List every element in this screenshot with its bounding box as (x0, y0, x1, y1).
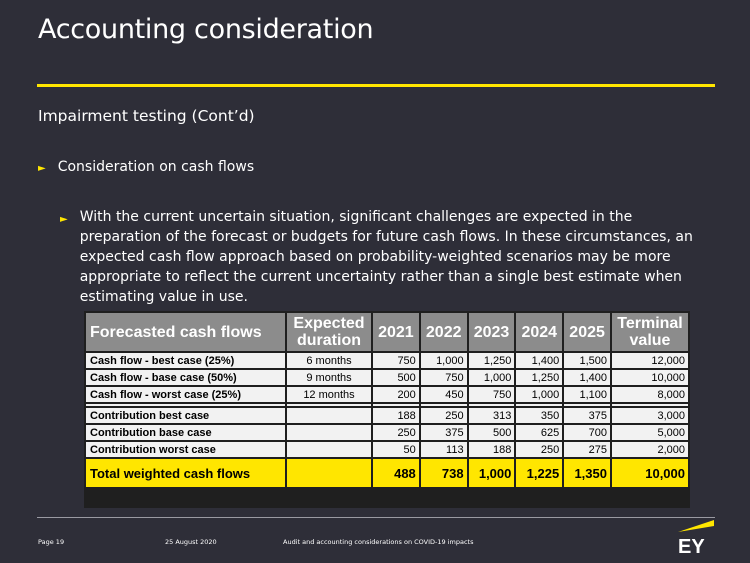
table-cell: 488 (373, 459, 419, 487)
table-cell: 50 (373, 442, 419, 457)
table-cell: Total weighted cash flows (86, 459, 285, 487)
table-spacer-row (86, 404, 688, 406)
table-cell: 9 months (287, 370, 371, 385)
table-cell: 700 (564, 425, 610, 440)
slide-subtitle: Impairment testing (Cont’d) (38, 107, 255, 125)
table-total-row (86, 459, 688, 487)
table-cell (287, 459, 371, 487)
table-header-row (86, 313, 688, 351)
table-cell: 500 (373, 370, 419, 385)
table-cell: 750 (469, 387, 515, 402)
table-cell: 1,000 (516, 387, 562, 402)
table-cell: 1,250 (516, 370, 562, 385)
table-cell: Cash flow - base case (50%) (86, 370, 285, 385)
table-cell: 500 (469, 425, 515, 440)
table-cell: 6 months (287, 353, 371, 368)
table-row (86, 353, 688, 368)
bullet-level-2-text: With the current uncertain situation, significant challenges are expected in the preparation of the forecast or budgets for future cash flows. In these circumstances, an expected cash flow approach based on probability-weighted scenarios may be more appropriate to reflect the current uncertainty rather than a single best estimate when estimating value in use. (79, 209, 693, 305)
table-cell: 188 (373, 408, 419, 423)
bullet-level-1-text: Consideration on cash flows (57, 159, 255, 175)
bullet-arrow-icon: ► (38, 163, 46, 174)
header-cell: 2022 (421, 313, 467, 351)
table-cell: 375 (564, 408, 610, 423)
slide-title: Accounting consideration (38, 14, 374, 45)
table-cell (287, 425, 371, 440)
table-cell: 1,400 (564, 370, 610, 385)
table-cell: 200 (373, 387, 419, 402)
table-cell: 188 (469, 442, 515, 457)
table-row (86, 408, 688, 423)
table-row (86, 425, 688, 440)
table-cell: Contribution best case (86, 408, 285, 423)
table-cell: 1,000 (469, 370, 515, 385)
header-cell: 2024 (516, 313, 562, 351)
table-cell: 250 (421, 408, 467, 423)
cash-flow-table (84, 311, 690, 508)
table-cell: 738 (421, 459, 467, 487)
footer-page-number: Page 19 (38, 538, 65, 546)
table-cell: 250 (516, 442, 562, 457)
table-row (86, 387, 688, 402)
table-cell: 250 (373, 425, 419, 440)
table-cell: Cash flow - worst case (25%) (86, 387, 285, 402)
table-cell: 1,225 (516, 459, 562, 487)
bullet-level-2 (60, 207, 720, 307)
table-cell: 750 (421, 370, 467, 385)
header-cell: Expected duration (287, 313, 371, 351)
table-cell: 10,000 (612, 459, 688, 487)
table-cell: Cash flow - best case (25%) (86, 353, 285, 368)
ey-logo (678, 518, 714, 556)
footer-date: 25 August 2020 (165, 538, 217, 546)
header-cell: 2023 (469, 313, 515, 351)
footer-topic: Audit and accounting considerations on COVID-19 impacts (283, 538, 474, 546)
header-cell: 2021 (373, 313, 419, 351)
ey-logo-text: EY (678, 536, 705, 556)
header-cell: 2025 (564, 313, 610, 351)
table-cell: 3,000 (612, 408, 688, 423)
header-cell: Forecasted cash flows (86, 313, 285, 351)
title-divider (37, 84, 715, 87)
table-cell: 5,000 (612, 425, 688, 440)
table-cell: 1,350 (564, 459, 610, 487)
table-cell: 1,000 (469, 459, 515, 487)
table-cell: Contribution worst case (86, 442, 285, 457)
table-cell: 625 (516, 425, 562, 440)
table-row (86, 442, 688, 457)
table-cell: 10,000 (612, 370, 688, 385)
table-cell: 1,500 (564, 353, 610, 368)
table-cell: 275 (564, 442, 610, 457)
table-cell (287, 408, 371, 423)
table-row (86, 370, 688, 385)
table-cell: 2,000 (612, 442, 688, 457)
table-cell: 1,400 (516, 353, 562, 368)
table-cell: 350 (516, 408, 562, 423)
table-cell: Contribution base case (86, 425, 285, 440)
table-cell: 1,000 (421, 353, 467, 368)
table-cell: 12 months (287, 387, 371, 402)
footer-divider (37, 517, 715, 518)
table-cell: 750 (373, 353, 419, 368)
table-cell: 1,250 (469, 353, 515, 368)
table-cell: 8,000 (612, 387, 688, 402)
table-cell: 375 (421, 425, 467, 440)
bullet-arrow-icon: ► (60, 214, 68, 225)
bullet-level-1 (38, 159, 254, 175)
table-cell: 450 (421, 387, 467, 402)
table-cell: 1,100 (564, 387, 610, 402)
ey-logo-beam (678, 520, 714, 532)
table-cell: 113 (421, 442, 467, 457)
table-cell (287, 442, 371, 457)
header-cell: Terminal value (612, 313, 688, 351)
table-cell: 12,000 (612, 353, 688, 368)
table-cell: 313 (469, 408, 515, 423)
